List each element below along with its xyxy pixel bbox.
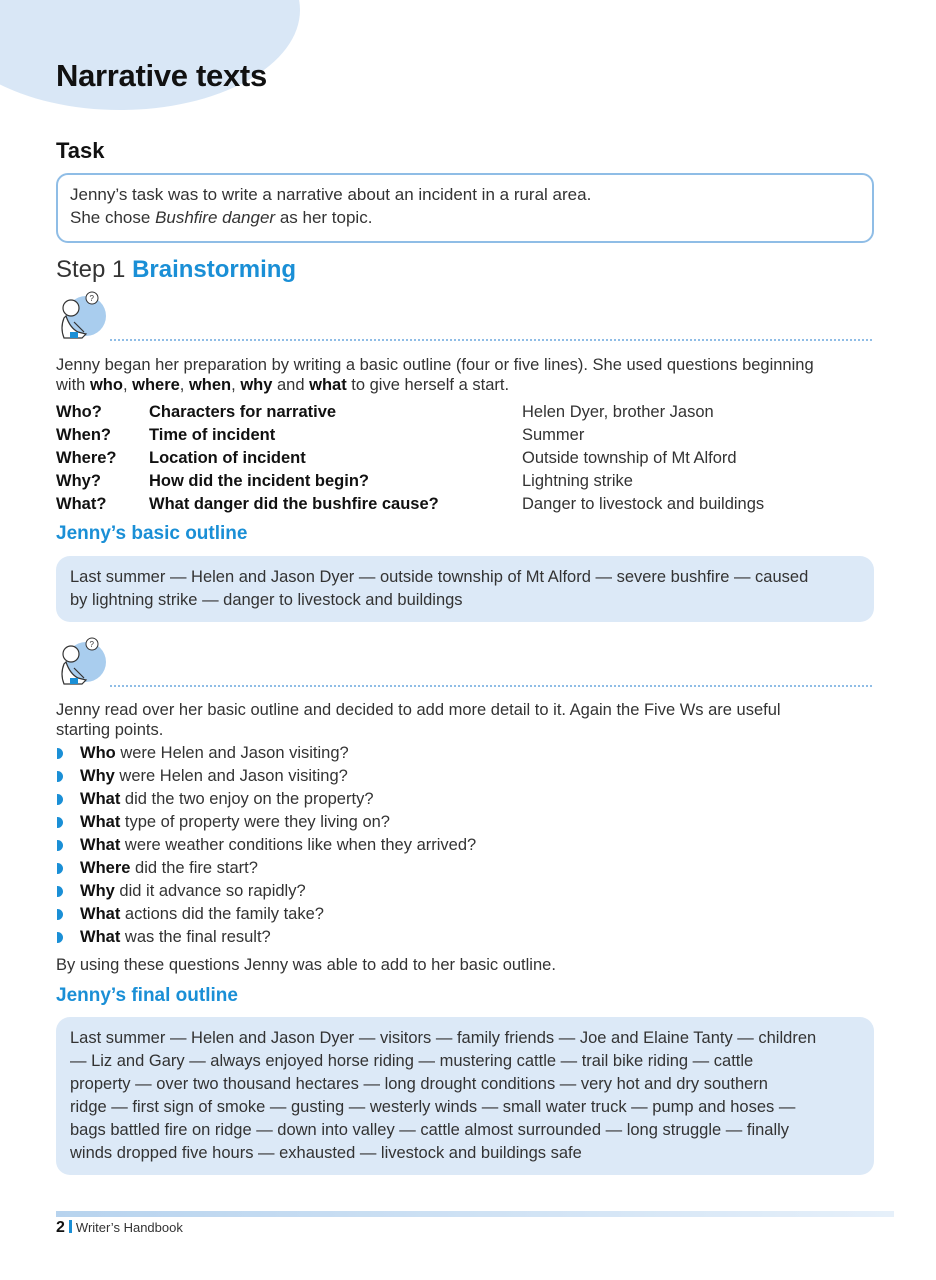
list-item: Why did it advance so rapidly? — [56, 880, 476, 903]
svg-text:?: ? — [89, 640, 94, 649]
step-name: Brainstorming — [132, 256, 297, 283]
bullet-icon — [57, 748, 63, 759]
bullet-icon — [57, 886, 63, 897]
bullet-icon — [57, 909, 63, 920]
thinking-person-icon — [56, 634, 108, 686]
summary-line: By using these questions Jenny was able to add to her basic outline. — [56, 956, 556, 974]
list-item: What were weather conditions like when they arrived? — [56, 834, 476, 857]
footer-rule — [56, 1211, 894, 1217]
list-item: Who were Helen and Jason visiting? — [56, 742, 476, 765]
question-row: Where? Location of incident Outside township of Mt Alford — [56, 449, 737, 467]
list-item: What was the final result? — [56, 926, 476, 949]
questions-bullet-list — [56, 742, 476, 949]
dotted-divider — [110, 339, 872, 341]
detail-paragraph: Jenny read over her basic outline and decided to add more detail to it. Again the Five Ws are useful starting points. — [56, 701, 781, 739]
bullet-icon — [57, 794, 63, 805]
task-line-1: Jenny’s task was to write a narrative about an incident in a rural area. — [70, 185, 592, 204]
book-title: Writer’s Handbook — [75, 1220, 183, 1235]
topic-emphasis: Bushfire danger — [155, 208, 276, 227]
task-heading: Task — [56, 138, 105, 163]
questions-table — [56, 401, 856, 516]
basic-outline-box: Last summer — Helen and Jason Dyer — outside township of Mt Alford — severe bushfire — caused by lightning strike — danger to livestock and buildings — [56, 556, 874, 622]
task-line-2: She chose Bushfire danger as her topic. — [70, 208, 373, 227]
footer — [56, 1219, 183, 1237]
list-item: What did the two enjoy on the property? — [56, 788, 476, 811]
bullet-icon — [57, 863, 63, 874]
task-box — [56, 173, 874, 243]
bullet-icon — [57, 771, 63, 782]
question-row: When? Time of incident Summer — [56, 426, 585, 444]
dotted-divider — [110, 685, 872, 687]
step-label: Step 1 — [56, 256, 126, 283]
thinking-person-icon — [56, 288, 108, 340]
intro-paragraph: Jenny began her preparation by writing a basic outline (four or five lines). She used questions beginning with who, where, when, why and what to give herself a start. — [56, 356, 814, 394]
question-row: Why? How did the incident begin? Lightning strike — [56, 472, 633, 490]
list-item: What actions did the family take? — [56, 903, 476, 926]
question-row: What? What danger did the bushfire cause? Danger to livestock and buildings — [56, 495, 765, 513]
list-item: What type of property were they living on? — [56, 811, 476, 834]
final-outline-heading: Jenny’s final outline — [56, 985, 238, 1006]
bullet-icon — [57, 932, 63, 943]
svg-text:?: ? — [89, 294, 94, 303]
question-row: Who? Characters for narrative Helen Dyer, brother Jason — [56, 403, 714, 421]
page-title: Narrative texts — [56, 58, 267, 93]
footer-separator — [69, 1220, 72, 1233]
final-outline-box: Last summer — Helen and Jason Dyer — visitors — family friends — Joe and Elaine Tanty — children — Liz and Gary — always enjoyed horse riding — mustering cattle — trail bike riding — cattle property — over two thousand hectares — long drought conditions — very hot and dry southern ridge — first sign of smoke — gusting — westerly winds — small water truck — pump and hoses — bags battled fire on ridge — down into valley — cattle almost surrounded — long struggle — finally winds dropped five hours — exhausted — livestock and buildings safe — [56, 1017, 874, 1175]
step-heading — [56, 256, 296, 284]
bullet-icon — [57, 840, 63, 851]
page-number: 2 — [56, 1219, 65, 1236]
bullet-icon — [57, 817, 63, 828]
basic-outline-heading: Jenny’s basic outline — [56, 523, 248, 544]
list-item: Why were Helen and Jason visiting? — [56, 765, 476, 788]
list-item: Where did the fire start? — [56, 857, 476, 880]
